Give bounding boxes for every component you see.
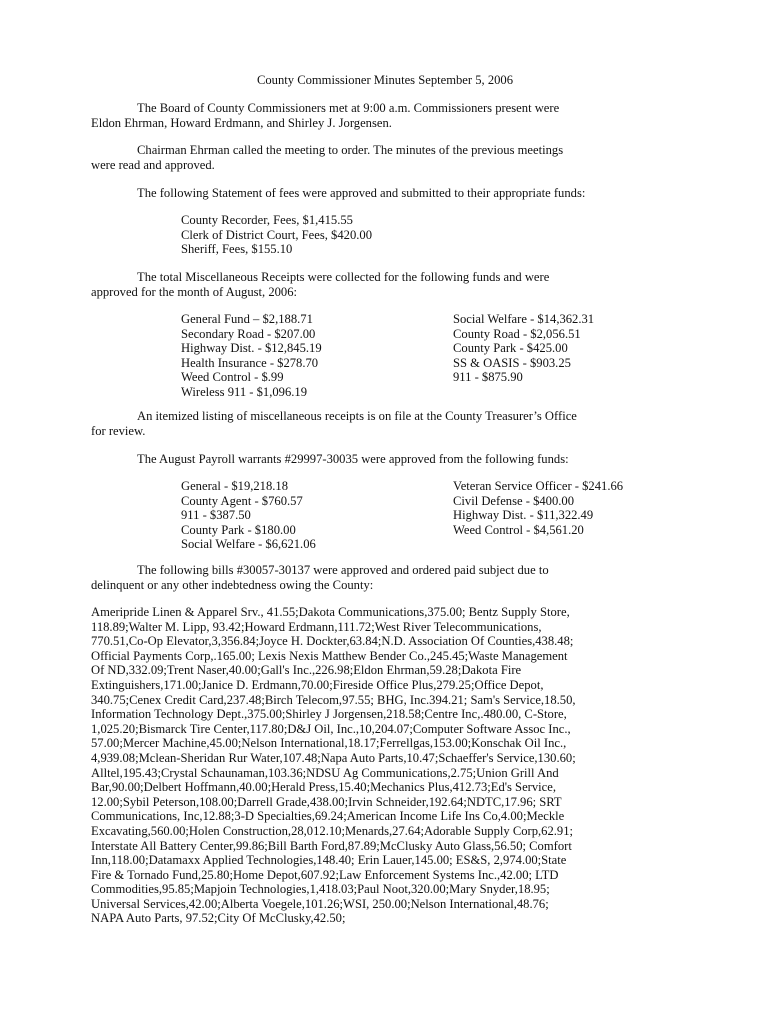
receipt-item: Weed Control - $.99 [181,370,284,385]
receipt-item: 911 - $875.90 [453,370,523,385]
bills-line: 1,025.20;Bismarck Tire Center,117.80;D&J Oil, Inc.,10,204.07;Computer Software Assoc Inc., [91,721,571,736]
bills-line: 770.51,Co-Op Elevator,3,356.84;Joyce H. Dockter,63.84;N.D. Association Of Counties,438.48; [91,634,574,649]
payroll-item: County Park - $180.00 [181,522,296,537]
fees-list [181,213,372,257]
treasurer-note-paragraph [91,409,661,438]
payroll-item: Highway Dist. - $11,322.49 [453,508,594,523]
paragraph-line: for review. [91,423,146,438]
receipt-item: Health Insurance - $278.70 [181,355,319,370]
payroll-item: Civil Defense - $400.00 [453,493,575,508]
bills-line: 4,939.08;Mclean-Sheridan Rur Water,107.48;Napa Auto Parts,10.47;Schaeffer's Service,130.60; [91,750,576,765]
bills-line: 12.00;Sybil Peterson,108.00;Darrell Grade,438.00;Irvin Schneider,192.64;NDTC,17.96; SRT [91,794,562,809]
payroll-item: 911 - $387.50 [181,508,251,523]
payroll-item: Veteran Service Officer - $241.66 [453,479,624,493]
fee-item: Clerk of District Court, Fees, $420.00 [181,227,372,242]
paragraph-line: were read and approved. [91,157,215,172]
payroll-item: County Agent - $760.57 [181,493,303,508]
bills-line: Ameripride Linen & Apparel Srv., 41.55;Dakota Communications,375.00; Bentz Supply Store, [91,605,570,619]
bills-line: Bar,90.00;Delbert Hoffmann,40.00;Herald Press,15.40;Mechanics Plus,412.73;Ed's Service, [91,780,556,795]
payroll-left-column [181,479,316,552]
document-title: County Commissioner Minutes September 5, 2006 [256,73,514,87]
receipt-item: County Road - $2,056.51 [453,326,581,341]
bills-line: Fire & Tornado Fund,25.80;Home Depot,607.92;Law Enforcement Systems Inc.,42.00; LTD [91,867,559,882]
fee-item: County Recorder, Fees, $1,415.55 [181,213,353,227]
bills-line: Extinguishers,171.00;Janice D. Erdmann,70.00;Fireside Office Plus,279.25;Office Depot, [91,677,544,692]
bills-line: Universal Services,42.00;Alberta Voegele,101.26;WSI, 250.00;Nelson International,48.76; [91,896,549,911]
bills-line: Information Technology Dept.,375.00;Shirley J Jorgensen,218.58;Centre Inc,.480.00, C-Store, [91,707,567,722]
bills-line: Official Payments Corp,.165.00; Lexis Nexis Matthew Bender Co.,245.45;Waste Management [91,648,568,663]
receipts-left-column [181,312,322,400]
receipts-intro-paragraph [91,270,661,299]
receipts-right-column [453,312,594,385]
receipt-item: County Park - $425.00 [453,341,568,356]
fees-intro-paragraph [91,186,661,201]
paragraph-line: delinquent or any other indebtedness owing the County: [91,577,374,592]
payroll-item: General - $19,218.18 [181,479,289,493]
bills-line: Of ND,332.09;Trent Naser,40.00;Gall's Inc.,226.98;Eldon Ehrman,59.28;Dakota Fire [91,663,522,678]
receipt-item: Highway Dist. - $12,845.19 [181,341,322,356]
receipt-item: Secondary Road - $207.00 [181,326,316,341]
bills-line: 57.00;Mercer Machine,45.00;Nelson International,18.17;Ferrellgas,153.00;Konschak Oil Inc., [91,736,567,751]
payroll-item: Social Welfare - $6,621.06 [181,537,316,552]
paragraph-line: The Board of County Commissioners met at 9:00 a.m. Commissioners present were [137,101,560,115]
paragraph-line: The following bills #30057-30137 were approved and ordered paid subject due to [137,563,549,577]
receipt-item: General Fund – $2,188.71 [181,312,313,326]
paragraph-line: Eldon Ehrman, Howard Erdmann, and Shirley J. Jorgensen. [91,115,392,130]
fee-item: Sheriff, Fees, $155.10 [181,242,293,257]
attendance-paragraph [91,101,661,130]
bills-list [91,605,677,926]
paragraph-line: The August Payroll warrants #29997-30035 were approved from the following funds: [137,452,569,466]
paragraph-line: Chairman Ehrman called the meeting to order. The minutes of the previous meetings [137,143,564,157]
paragraph-line: approved for the month of August, 2006: [91,284,298,299]
bills-line: Alltel,195.43;Crystal Schaunaman,103.36;NDSU Ag Communications,2.75;Union Grill And [91,765,559,780]
call-to-order-paragraph [91,143,661,172]
bills-line: NAPA Auto Parts, 97.52;City Of McClusky,42.50; [91,911,346,926]
paragraph-line: The total Miscellaneous Receipts were collected for the following funds and were [137,270,550,284]
payroll-right-column [453,479,623,537]
bills-line: 340.75;Cenex Credit Card,237.48;Birch Telecom,97.55; BHG, Inc.394.21; Sam's Service,18.50, [91,692,576,707]
receipt-item: Social Welfare - $14,362.31 [453,312,595,326]
bills-intro-paragraph [91,563,661,592]
bills-line: Interstate All Battery Center,99.86;Bill Barth Ford,87.89;McClusky Auto Glass,56.50; Comfort [91,838,572,853]
bills-line: Excavating,560.00;Holen Construction,28,012.10;Menards,27.64;Adorable Supply Corp,62.91; [91,823,574,838]
bills-line: Communications, Inc,12.88;3-D Specialties,69.24;American Income Life Ins Co,4.00;Meckle [91,809,565,824]
paragraph-line: An itemized listing of miscellaneous receipts is on file at the County Treasurer’s Office [137,409,577,423]
bills-line: 118.89;Walter M. Lipp, 93.42;Howard Erdmann,111.72;West River Telecommunications, [91,619,542,634]
payroll-intro-paragraph [91,452,661,467]
bills-line: Inn,118.00;Datamaxx Applied Technologies,148.40; Erin Lauer,145.00; ES&S, 2,974.00;State [91,853,567,868]
paragraph-line: The following Statement of fees were approved and submitted to their appropriate funds: [137,186,586,200]
bills-line: Commodities,95.85;Mapjoin Technologies,1,418.03;Paul Noot,320.00;Mary Snyder,18.95; [91,882,550,897]
receipt-item: Wireless 911 - $1,096.19 [181,384,307,399]
receipt-item: SS & OASIS - $903.25 [453,355,571,370]
payroll-item: Weed Control - $4,561.20 [453,522,584,537]
